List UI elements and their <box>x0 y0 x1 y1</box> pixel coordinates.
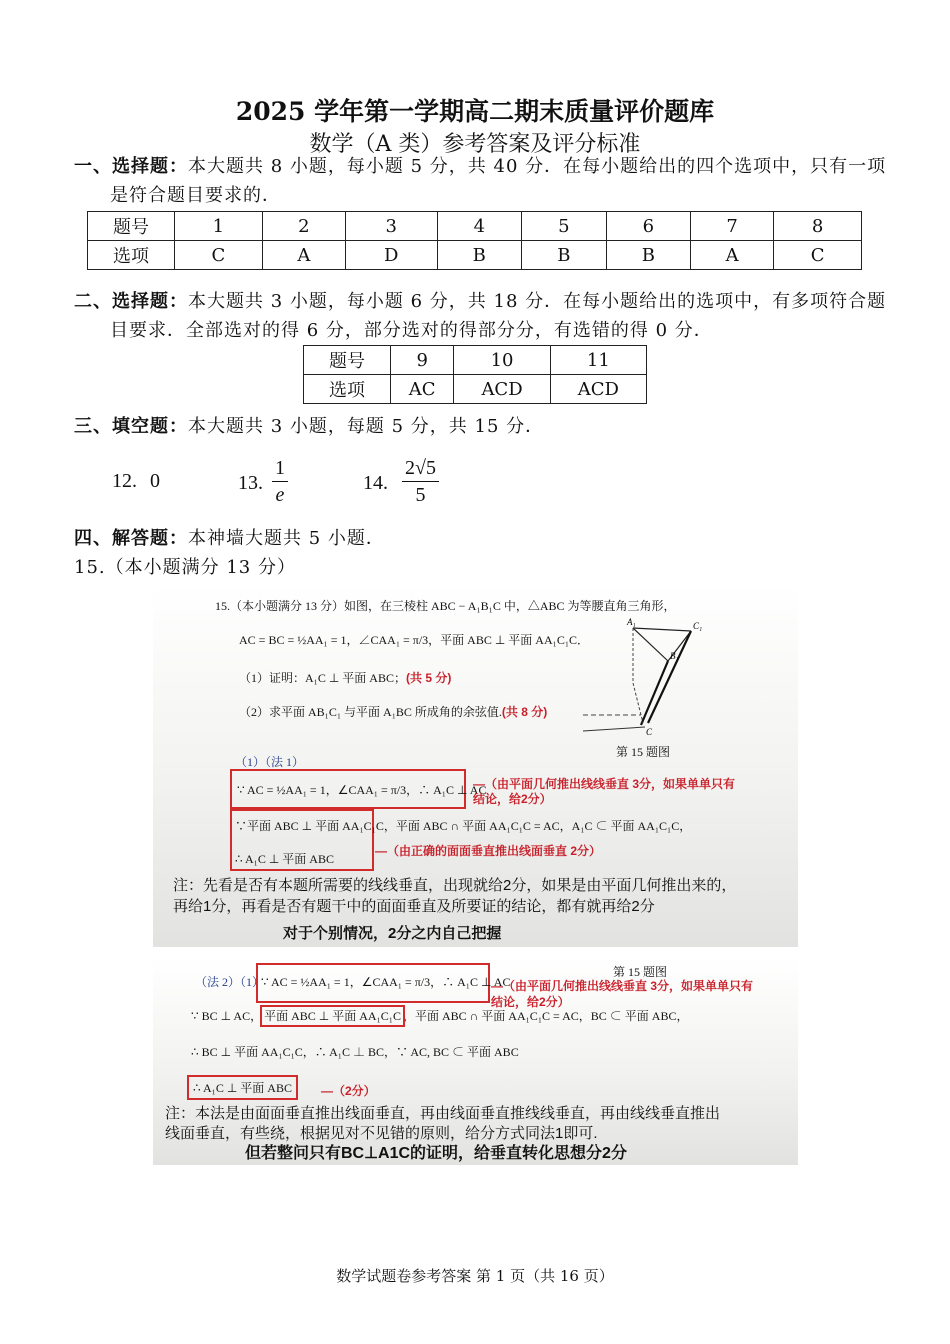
proof-step2 <box>191 1007 688 1024</box>
answer-cell: ACD <box>454 375 550 404</box>
part1-text: （1）证明：A₁C ⊥ 平面 ABC； <box>239 671 406 685</box>
proof-step1: ∵ AC = ½AA₁ = 1，∠CAA₁ = π/3，∴ A₁C ⊥ AC <box>261 975 511 989</box>
row-label: 题号 <box>88 212 175 241</box>
numerator: 2√5 <box>402 455 439 482</box>
grading-note: 结论，给2分） <box>473 792 552 806</box>
method-label: （1）（法 1） <box>235 755 305 769</box>
figure-label: A₁ <box>627 617 636 627</box>
prism-figure <box>573 613 723 753</box>
question-number: 1 <box>175 212 263 241</box>
q12-answer: 0 <box>150 470 160 492</box>
row-label: 题号 <box>304 346 391 375</box>
answer-cell: A <box>262 241 345 270</box>
problem-part2 <box>239 703 547 720</box>
scan-panel-method2 <box>153 957 798 1165</box>
question-number: 3 <box>345 212 437 241</box>
question-number: 7 <box>691 212 774 241</box>
question-number: 6 <box>606 212 691 241</box>
page-subtitle: 数学（A 类）参考答案及评分标准 <box>309 132 641 157</box>
scoring-note-line2: 线面垂直，有些绕，根据见对不见错的原则，给分方式同法1即可. <box>165 1125 598 1142</box>
section1-line2: 是符合题目要求的． <box>110 185 281 206</box>
grading-note: —（由正确的面面垂直推出线面垂直 2分） <box>375 844 602 858</box>
scoring-note-line1: 注：本法是由面面垂直推出线面垂直，再由线面垂直推线线垂直，再由线线垂直推出 <box>165 1105 721 1122</box>
part2-points: (共 8 分) <box>501 705 548 719</box>
proof-step1: ∵ AC = ½AA₁ = 1，∠CAA₁ = π/3，∴ A₁C ⊥ AC <box>237 783 487 797</box>
section3-line1 <box>74 412 544 442</box>
section1-line1 <box>74 152 886 182</box>
page-title: 2025 学年第一学期高二期末质量评价题库 <box>235 97 715 126</box>
problem-part1 <box>239 669 451 686</box>
section4-text: 本神墙大题共 5 小题． <box>188 528 385 549</box>
question-number: 11 <box>550 346 646 375</box>
problem-statement-line2: AC = BC = ½AA₁ = 1，∠CAA₁ = π/3，平面 ABC ⊥ 平面 AA₁C₁C． <box>239 633 590 647</box>
table-row <box>304 346 647 375</box>
q14-label: 14. <box>363 472 388 494</box>
question-number: 10 <box>454 346 550 375</box>
row-label: 选项 <box>304 375 391 404</box>
table-row <box>88 212 862 241</box>
section2-line1 <box>74 287 886 317</box>
highlight-box: 平面 ABC ⊥ 平面 AA₁C₁C <box>264 1009 401 1023</box>
scoring-note-line2: 再给1分，再看是否有题干中的面面垂直及所要证的结论，都有就再给2分 <box>173 898 655 915</box>
figure-label: B₁ <box>670 651 679 661</box>
section3-head: 三、填空题： <box>74 416 188 437</box>
denominator: e <box>275 484 285 506</box>
section2-head: 二、选择题： <box>74 291 188 312</box>
fraction <box>402 455 439 508</box>
proof-text: ，平面 ABC ∩ 平面 AA₁C₁C = AC，BC ⊂ 平面 ABC， <box>402 1009 689 1023</box>
q13-label: 13. <box>238 472 263 494</box>
proof-step3: ∴ BC ⊥ 平面 AA₁C₁C，∴ A₁C ⊥ BC，∵ AC, BC ⊂ 平面 ABC <box>191 1045 519 1059</box>
table-row <box>88 241 862 270</box>
question-number: 9 <box>391 346 454 375</box>
table-row <box>304 375 647 404</box>
answer-cell: A <box>691 241 774 270</box>
q14-answer <box>402 455 439 508</box>
part2-text: （2）求平面 AB₁C₁ 与平面 A₁BC 所成角的余弦值. <box>239 705 502 719</box>
problem-statement-line1: 15.（本小题满分 13 分）如图，在三棱柱 ABC − A₁B₁C 中，△ABC 为等腰直角三角形， <box>215 599 676 613</box>
scoring-note-line3: 对于个别情况，2分之内自己把握 <box>283 925 502 942</box>
answer-cell: B <box>522 241 607 270</box>
question-number: 4 <box>437 212 522 241</box>
answer-cell: B <box>437 241 522 270</box>
section2-answer-table <box>303 345 647 404</box>
figure-caption: 第 15 题图 <box>613 965 668 979</box>
answer-cell: B <box>606 241 691 270</box>
grading-note: —（由平面几何推出线线垂直 3分，如果单单只有 <box>473 777 736 791</box>
fraction <box>272 455 288 508</box>
question-number: 2 <box>262 212 345 241</box>
figure-label: C₁ <box>693 621 703 631</box>
proof-step2: ∵平面 ABC ⊥ 平面 AA₁C₁C，平面 ABC ∩ 平面 AA₁C₁C = AC，A₁C ⊂ 平面 AA₁C₁C， <box>235 819 692 833</box>
answer-cell: C <box>175 241 263 270</box>
section1-text: 本大题共 8 小题，每小题 5 分，共 40 分．在每小题给出的四个选项中，只有一项 <box>188 156 887 177</box>
page-footer: 数学试题卷参考答案 第 1 页（共 16 页） <box>336 1267 614 1285</box>
section2-text: 本大题共 3 小题，每小题 6 分，共 18 分．在每小题给出的选项中，有多项符合题 <box>188 291 887 312</box>
scoring-note-line3: 但若整问只有BC⊥A1C的证明，给垂直转化思想分2分 <box>245 1145 627 1162</box>
figure-caption: 第 15 题图 <box>616 745 671 759</box>
section1-answer-table <box>87 211 862 270</box>
method-label: （法 2）（1） <box>195 975 265 989</box>
question-number: 5 <box>522 212 607 241</box>
grading-note: —（2分） <box>321 1084 376 1098</box>
section1-head: 一、选择题： <box>74 156 188 177</box>
q12-label: 12. <box>112 470 137 492</box>
proof-text: ∵ BC ⊥ AC， <box>191 1009 263 1023</box>
scoring-note-line1: 注：先看是否有本题所需要的线线垂直，出现就给2分，如果是由平面几何推出来的， <box>173 877 737 894</box>
section2-line2: 目要求．全部选对的得 6 分，部分选对的得部分分，有选错的得 0 分． <box>110 320 713 341</box>
grading-note: —（由平面几何推出线线垂直 3分，如果单单只有 <box>491 979 754 993</box>
answer-cell: ACD <box>550 375 646 404</box>
question-number: 8 <box>774 212 862 241</box>
answer-cell: C <box>774 241 862 270</box>
denominator: 5 <box>415 484 426 506</box>
proof-step3: ∴ A₁C ⊥ 平面 ABC <box>235 852 334 866</box>
part1-points: (共 5 分) <box>405 671 452 685</box>
grading-note: 结论，给2分） <box>491 995 570 1009</box>
answer-cell: D <box>345 241 437 270</box>
section4-head: 四、解答题： <box>74 528 188 549</box>
section4-line1 <box>74 524 385 554</box>
scan-panel-method1 <box>153 585 798 947</box>
numerator: 1 <box>272 455 288 482</box>
row-label: 选项 <box>88 241 175 270</box>
figure-label: C <box>646 727 653 737</box>
section3-text: 本大题共 3 小题，每题 5 分，共 15 分． <box>188 416 545 437</box>
q13-answer <box>272 455 288 508</box>
answer-cell: AC <box>391 375 454 404</box>
proof-conclusion: ∴ A₁C ⊥ 平面 ABC <box>189 1077 296 1098</box>
q15-heading: 15.（本小题满分 13 分） <box>74 557 296 578</box>
